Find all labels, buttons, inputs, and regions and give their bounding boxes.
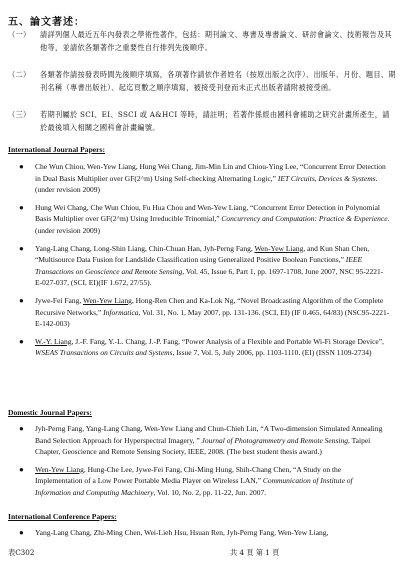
page-counter: 共 4 頁 第 1 頁 bbox=[230, 548, 280, 557]
bullet-icon: ● bbox=[19, 202, 24, 212]
pub-author-highlight: Wen-Yew Liang bbox=[254, 243, 304, 253]
bullet-icon: ● bbox=[19, 295, 24, 305]
pub-details: , Issue 7, Vol. 5, July 2006, pp. 1103-1110. (EI) (ISSN 1109-2734) bbox=[172, 348, 372, 358]
publication-entry bbox=[0, 527, 400, 539]
instruction-number: （二） bbox=[8, 70, 31, 79]
pub-title: “Concurrent Error Detection in Dual Basis Multiplier over GF(2^m) Using Self-checking Alternating Logic,” bbox=[35, 162, 386, 183]
pub-details: . (under revision 2009) bbox=[35, 173, 378, 195]
pub-authors: Yang-Lang Chang, Zhi-Ming Chen, Wei-Lieh Hsu, Hsuan Ren, Jyh-Perng Fang, Wen-Yew Liang, bbox=[35, 528, 329, 537]
publication-entry bbox=[0, 336, 400, 359]
bullet-icon: ● bbox=[19, 464, 24, 474]
publication-entry bbox=[0, 423, 400, 458]
bullet-icon: ● bbox=[19, 162, 24, 171]
section-title-international-conferences: International Conference Papers: bbox=[8, 512, 117, 521]
bullet-icon: ● bbox=[19, 424, 24, 433]
section-heading: 五、論文著述： bbox=[8, 17, 85, 28]
pub-title: “Multisource Data Fusion for Landslide Classification using Generalized Positive Boolean Functions,” bbox=[35, 255, 346, 265]
pub-venue: Concurrency and Computation: Practice & Experience bbox=[221, 214, 388, 224]
pub-venue: Journal of Photogrammetry and Remote Sensing bbox=[201, 435, 348, 445]
instruction-3 bbox=[8, 108, 396, 134]
instruction-number: （一） bbox=[8, 30, 31, 39]
publication-entry bbox=[0, 161, 400, 196]
pub-venue: IET Circuits, Devices & Systems bbox=[277, 173, 376, 183]
section-title-domestic-journals: Domestic Journal Papers: bbox=[8, 408, 92, 417]
pub-venue: Communication of Institute of Information and Computing Machinery bbox=[35, 476, 353, 497]
pub-author-highlight: Wen-Yew Liang bbox=[83, 295, 132, 305]
pub-details: . (under revision 2009) bbox=[35, 214, 390, 235]
pub-authors: , and Kun Shan Chen, bbox=[303, 243, 370, 253]
pub-title: “A Study on the Implementation of a Low Power Portable Media Player on Wireless LAN,” bbox=[35, 464, 342, 486]
pub-authors: Jyh-Perng Fang, Yang-Lang Chang, Wen-Yew Liang and Chun-Chieh Lin, bbox=[35, 424, 261, 433]
pub-venue: Informatica bbox=[103, 307, 139, 317]
publication-entry bbox=[0, 243, 400, 289]
bullet-icon: ● bbox=[19, 243, 24, 253]
publication-list-domestic-journals bbox=[0, 423, 400, 505]
publication-list-international-journals bbox=[0, 161, 400, 365]
pub-details: , Vol. 45, Issue 6, Part 1, pp. 1697-1708, June 2007, NSC 95-2221-E-027-037, (SCI, EI)(IF 1.672, 27/55). bbox=[35, 266, 384, 288]
section-title-international-journals: International Journal Papers: bbox=[8, 145, 106, 154]
pub-authors: Che Wun Chiou, Wen-Yew Liang, Hung Wei Chang, Jim-Min Lin and Chiou-Ying Lee, bbox=[35, 162, 301, 171]
pub-title: “Power Analysis of a Flexible and Portable Wi-Fi Storage Device”, bbox=[181, 336, 384, 346]
instruction-number: （三） bbox=[8, 110, 31, 119]
publication-list-international-conferences bbox=[0, 527, 400, 545]
pub-author-highlight: W.-Y. Liang bbox=[35, 336, 72, 346]
instruction-2 bbox=[8, 68, 396, 94]
bullet-icon: ● bbox=[19, 528, 24, 537]
pub-authors: , J.-F. Fang, Y.-L. Chang, J.-P. Fang, bbox=[71, 336, 182, 346]
form-code: 表C302 bbox=[8, 548, 35, 557]
pub-authors: Hung Wei Chang, Che Wun Chiou, Fu Hua Chou and Wen-Yew Liang, bbox=[35, 202, 251, 212]
bullet-icon: ● bbox=[19, 336, 24, 346]
pub-details: , Taipei Chapter, Geoscience and Remote Sensing Society, IEEE, 2008. (The best student thesis award.) bbox=[35, 435, 371, 457]
instruction-text: 各類著作請按發表時間先後順序填寫，各項著作請依作者姓名（按原出版之次序）、出版年、月份、題目、期刊名稱（專書出版社）、起迄頁數之順序填寫，被接受刊登而未正式出版者請附被接受函。 bbox=[40, 70, 396, 92]
pub-authors: Jywe-Fei Fang, bbox=[35, 295, 83, 305]
instruction-1 bbox=[8, 28, 396, 54]
pub-authors: , Hong-Ren Chen and Ka-Lok Ng, bbox=[131, 295, 238, 305]
pub-title: “A Two-dimension Simulated Annealing Band Selection Approach for Hyperspectral Imagery, ” bbox=[35, 424, 383, 445]
pub-authors: Yang-Lang Chang, Long-Shin Liang, Chin-Chuan Han, Jyh-Perng Fang, bbox=[35, 243, 255, 253]
instruction-text: 若期刊屬於 SCI、EI、SSCI 或 A&HCI 等時，請註明；若著作係經由國科會補助之研究計畫所產生，請於最後填入相關之國科會計畫編號。 bbox=[40, 110, 390, 132]
instruction-text: 請詳列個人最近五年內發表之學術性著作，包括：期刊論文、專書及專書論文、研討會論文、技術報告及其他等，並請依各類著作之重要性自行排列先後順序。 bbox=[40, 30, 392, 52]
pub-authors: , Hung-Che Lee, Jywe-Fei Fang, Chi-Ming Hung, Shih-Chang Chen, bbox=[83, 464, 293, 474]
pub-author-highlight: Wen-Yew Liang bbox=[35, 464, 84, 474]
publication-entry bbox=[0, 295, 400, 330]
pub-details: , Vol. 10, No. 2, pp. 11-22, Jun. 2007. bbox=[153, 487, 267, 497]
pub-title: “Concurrent Error Detection in Polynomial Basis Multiplier over GF(2^m) Using Irreducible Trinomial,” bbox=[35, 202, 380, 224]
pub-venue: WSEAS Transactions on Circuits and Systems bbox=[35, 348, 173, 358]
pub-venue: IEEE Transactions on Geoscience and Remote Sensing bbox=[35, 255, 363, 276]
publication-entry bbox=[0, 202, 400, 237]
pub-details: , Vol. 31, No. 1, May 2007, pp. 131-136. (SCI, EI) (IF 0.465, 64/83) (NSC95-2221-E-142-003) bbox=[35, 307, 390, 329]
pub-title: “Novel Broadcasting Algorithm of the Complete Recursive Networks,” bbox=[35, 295, 384, 317]
publication-entry bbox=[0, 464, 400, 499]
